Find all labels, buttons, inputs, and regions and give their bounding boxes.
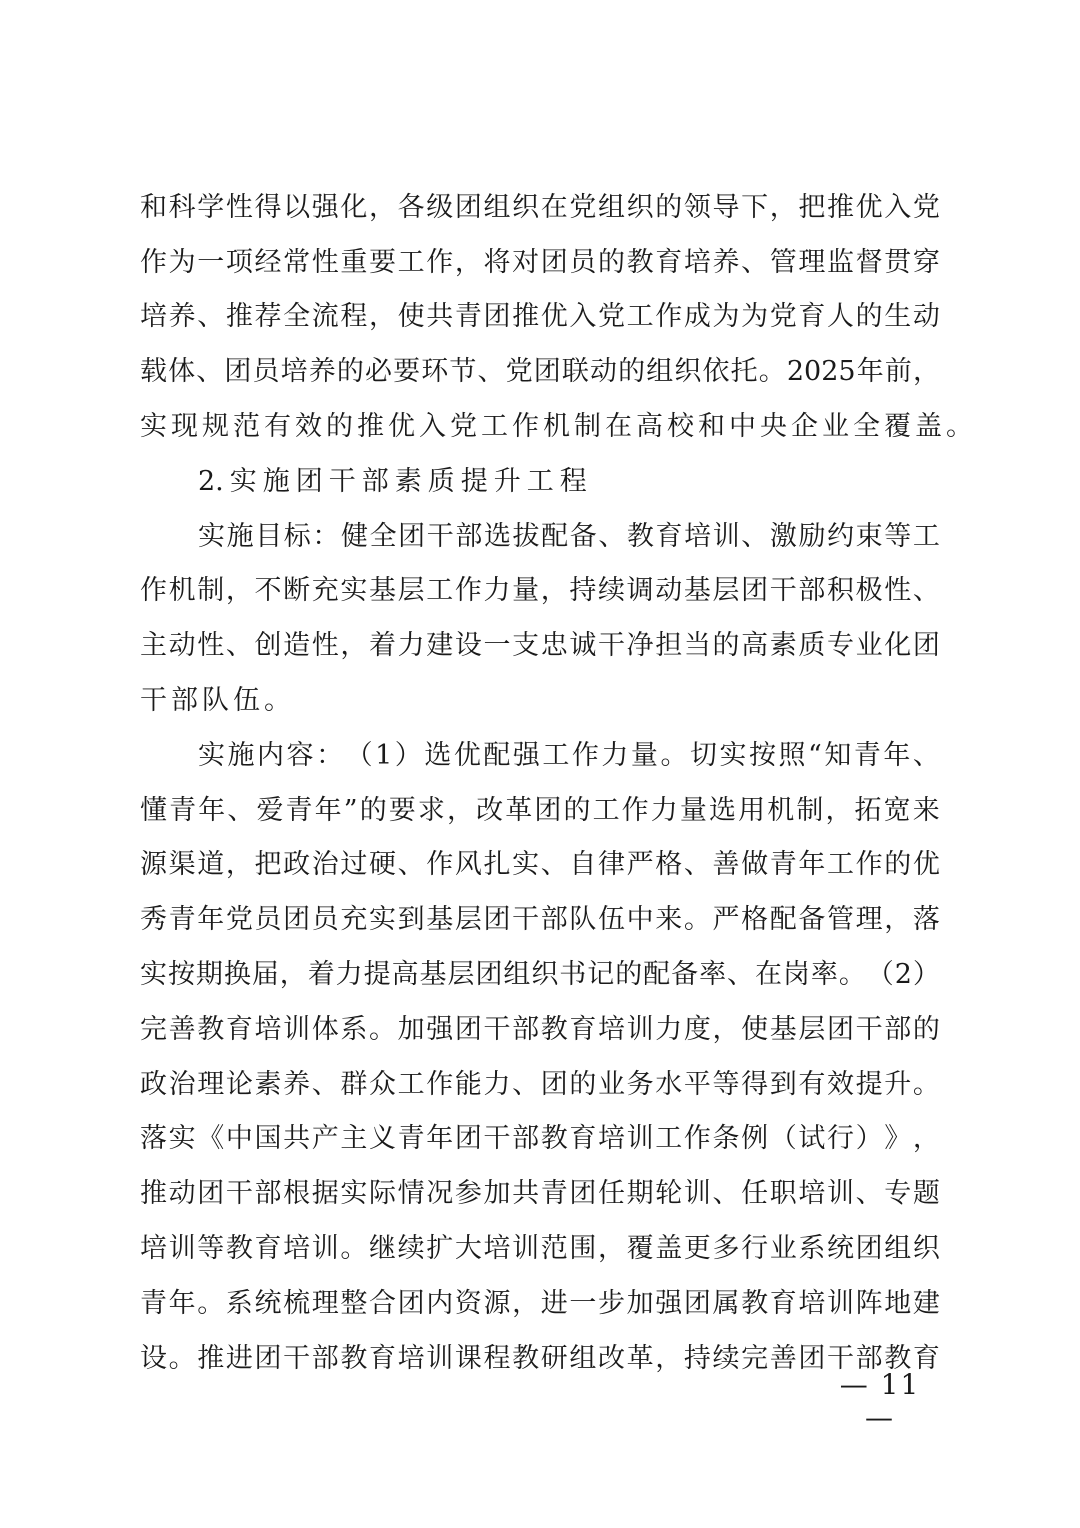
text-line: 主 动 性 、 创 造 性 ， 着 力 建 设 一 支 忠 诚 干 净 担 当 的 高 素 质 专 业 化 团 xyxy=(140,630,940,662)
text-line: 作 机 制 ， 不 断 充 实 基 层 工 作 力 量 ， 持 续 调 动 基 层 团 干 部 积 极 性 、 xyxy=(140,575,940,607)
text-line: 作 为 一 项 经 常 性 重 要 工 作 ， 将 对 团 员 的 教 育 培 养 、 管 理 监 督 贯 穿 xyxy=(140,246,940,278)
text-line: 设 。 推 进 团 干 部 教 育 培 训 课 程 教 研 组 改 革 ， 持 续 完 善 团 干 部 教 育 xyxy=(140,1342,940,1374)
text-line: 源 渠 道 ， 把 政 治 过 硬 、 作 风 扎 实 、 自 律 严 格 、 善 做 青 年 工 作 的 优 xyxy=(140,849,940,881)
text-line: 实 施 内 容 ： （ 1 ） 选 优 配 强 工 作 力 量 。 切 实 按 照 “ 知 青 年 、 xyxy=(198,739,940,771)
body-text xyxy=(140,180,973,1386)
text-line: 载 体 、 团 员 培 养 的 必 要 环 节 、 党 团 联 动 的 组 织 依 托 。 2025 年 前 ， xyxy=(140,356,940,388)
page-number: — 11 — xyxy=(839,1368,921,1434)
text-line: 落 实 《 中 国 共 产 主 义 青 年 团 干 部 教 育 培 训 工 作 条 例 （ 试 行 ） 》 ， xyxy=(140,1123,940,1155)
text-line: 青 年 。 系 统 梳 理 整 合 团 内 资 源 ， 进 一 步 加 强 团 属 教 育 培 训 阵 地 建 xyxy=(140,1287,940,1319)
text-line: 实 按 期 换 届 ， 着 力 提 高 基 层 团 组 织 书 记 的 配 备 率 、 在 岗 率 。 （ 2 ） xyxy=(140,959,940,991)
text-line: 实 现 规 范 有 效 的 推 优 入 党 工 作 机 制 在 高 校 和 中 央 企 业 全 覆 盖 。 xyxy=(140,411,973,443)
text-line: 实 施 目 标 ： 健 全 团 干 部 选 拔 配 备 、 教 育 培 训 、 激 励 约 束 等 工 xyxy=(198,520,940,552)
text-line: 推 动 团 干 部 根 据 实 际 情 况 参 加 共 青 团 任 期 轮 训 、 任 职 培 训 、 专 题 xyxy=(140,1178,940,1210)
text-line: 培 训 等 教 育 培 训 。 继 续 扩 大 培 训 范 围 ， 覆 盖 更 多 行 业 系 统 团 组 织 xyxy=(140,1233,940,1265)
text-line: 干 部 队 伍 。 xyxy=(140,685,291,717)
text-line: 完 善 教 育 培 训 体 系 。 加 强 团 干 部 教 育 培 训 力 度 ， 使 基 层 团 干 部 的 xyxy=(140,1013,940,1045)
text-line: 和 科 学 性 得 以 强 化 ， 各 级 团 组 织 在 党 组 织 的 领 导 下 ， 把 推 优 入 党 xyxy=(140,191,940,223)
text-line: 政 治 理 论 素 养 、 群 众 工 作 能 力 、 团 的 业 务 水 平 等 得 到 有 效 提 升 。 xyxy=(140,1068,940,1100)
text-line: 秀 青 年 党 员 团 员 充 实 到 基 层 团 干 部 队 伍 中 来 。 严 格 配 备 管 理 ， 落 xyxy=(140,904,940,936)
text-line: 培 养 、 推 荐 全 流 程 ， 使 共 青 团 推 优 入 党 工 作 成 为 为 党 育 人 的 生 动 xyxy=(140,301,940,333)
text-line: 懂 青 年 、 爱 青 年 ” 的 要 求 ， 改 革 团 的 工 作 力 量 选 用 机 制 ， 拓 宽 来 xyxy=(140,794,940,826)
text-line: 2. 实 施 团 干 部 素 质 提 升 工 程 xyxy=(198,465,587,497)
